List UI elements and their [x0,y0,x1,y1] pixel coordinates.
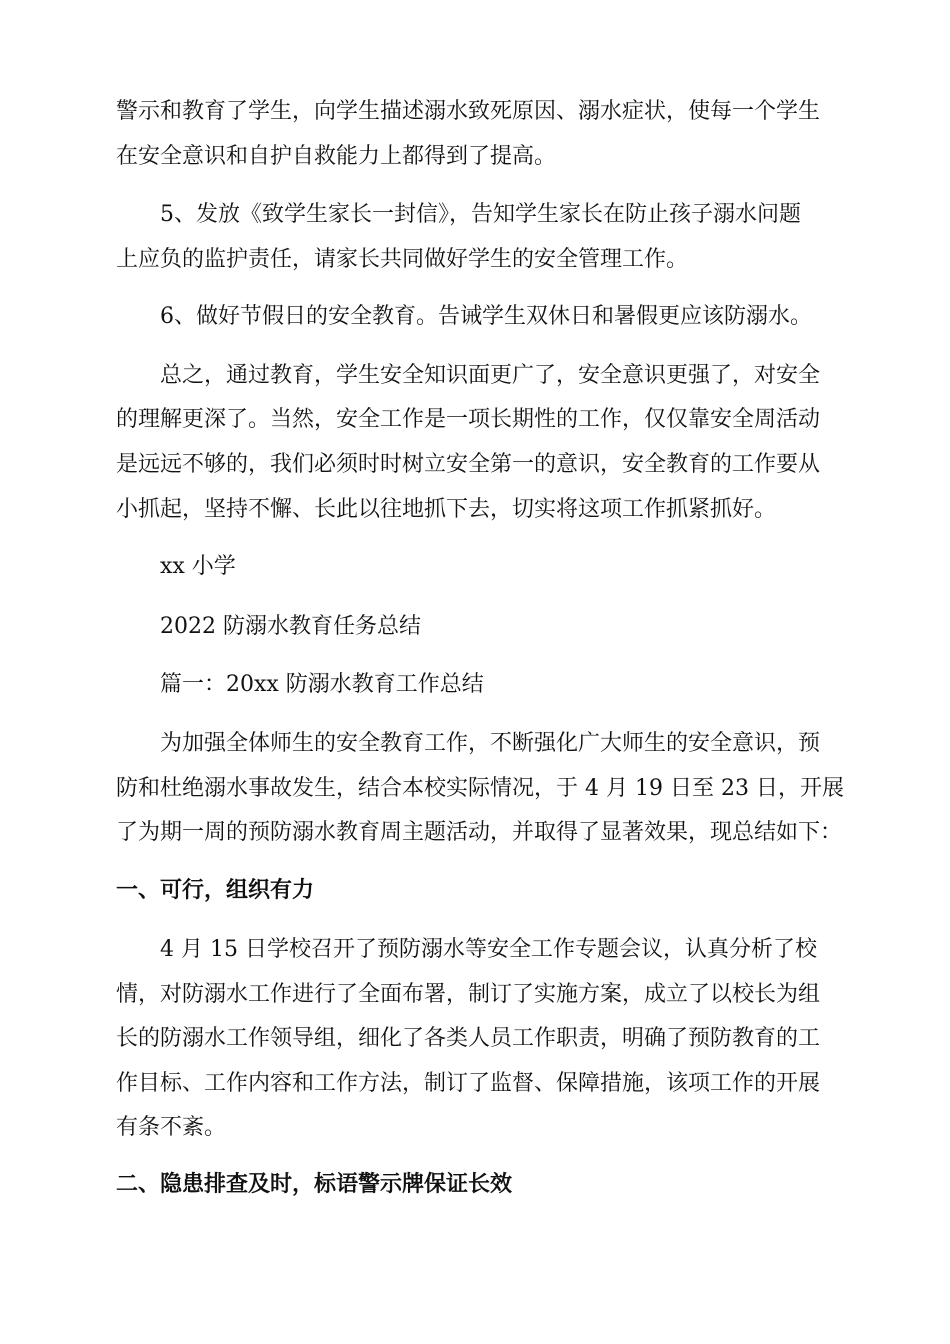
school-name: xx 小学 [160,554,236,579]
heading-1: 一、可行，组织有力 [116,878,315,903]
paragraph-2-line-1: 5、发放《致学生家长一封信》，告知学生家长在防止孩子溺水问题 [160,202,801,227]
section-title: 篇一：20xx 防溺水教育工作总结 [160,672,484,697]
paragraph-1-line-1: 警示和教育了学生，向学生描述溺水致死原因、溺水症状，使每一个学生 [116,99,821,124]
paragraph-6-line-3: 长的防溺水工作领导组，细化了各类人员工作职责，明确了预防教育的工 [116,1026,821,1051]
paragraph-4-line-4: 小抓起，坚持不懈、长此以往地抓下去，切实将这项工作抓紧抓好。 [116,497,777,522]
paragraph-4-line-1: 总之，通过教育，学生安全知识面更广了，安全意识更强了，对安全 [160,363,821,388]
heading-2: 二、隐患排查及时，标语警示牌保证长效 [116,1172,513,1197]
paragraph-5-line-2: 防和杜绝溺水事故发生，结合本校实际情况，于 4 月 19 日至 23 日，开展 [116,776,844,801]
paragraph-6-line-1: 4 月 15 日学校召开了预防溺水等安全工作专题会议，认真分析了校 [160,937,817,962]
paragraph-6-line-2: 情，对防溺水工作进行了全面布署，制订了实施方案，成立了以校长为组 [116,982,821,1007]
paragraph-6-line-4: 作目标、工作内容和工作方法，制订了监督、保障措施，该项工作的开展 [116,1071,821,1096]
paragraph-3-line-1: 6、做好节假日的安全教育。告诫学生双休日和暑假更应该防溺水。 [160,304,812,329]
paragraph-5-line-3: 了为期一周的预防溺水教育周主题活动，并取得了显著效果，现总结如下： [116,820,843,845]
document-title: 2022 防溺水教育任务总结 [160,614,421,639]
paragraph-5-line-1: 为加强全体师生的安全教育工作，不断强化广大师生的安全意识，预 [160,731,821,756]
paragraph-6-line-5: 有条不紊。 [116,1115,227,1140]
paragraph-1-line-2: 在安全意识和自护自救能力上都得到了提高。 [116,144,557,169]
paragraph-2-line-2: 上应负的监护责任，请家长共同做好学生的安全管理工作。 [116,247,689,272]
paragraph-4-line-3: 是远远不够的，我们必须时时树立安全第一的意识，安全教育的工作要从 [116,452,821,477]
paragraph-4-line-2: 的理解更深了。当然，安全工作是一项长期性的工作，仅仅靠安全周活动 [116,407,821,432]
